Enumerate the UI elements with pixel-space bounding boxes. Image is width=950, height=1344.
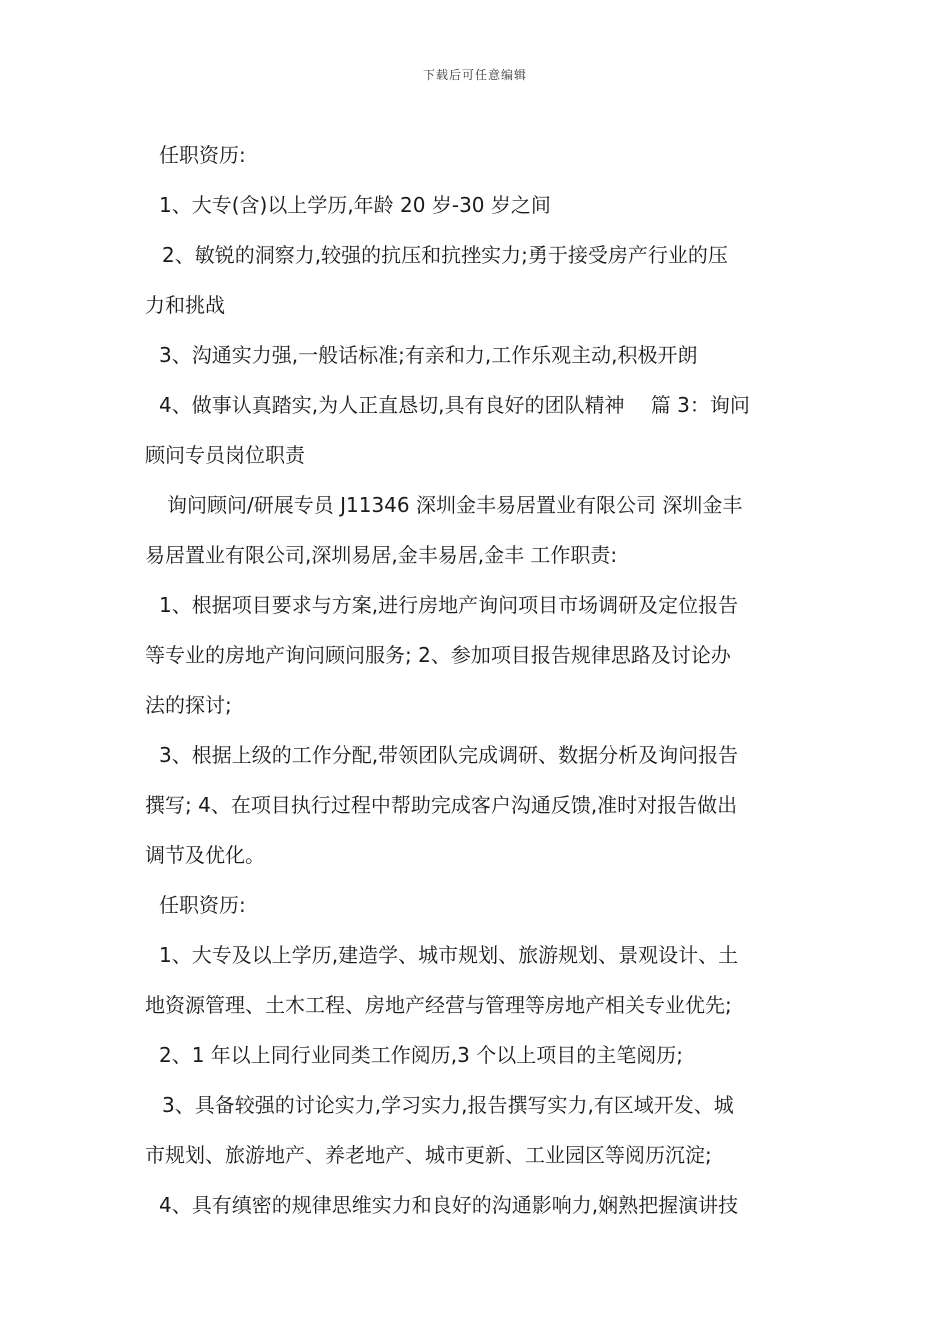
paragraph-line: 3、沟通实力强,一般话标准;有亲和力,工作乐观主动,积极开朗 <box>159 343 698 367</box>
paragraph-line: 3、根据上级的工作分配,带领团队完成调研、数据分析及询问报告 <box>159 743 739 767</box>
paragraph-line: 法的探讨; <box>145 693 232 717</box>
paragraph-line: 3、具备较强的讨论实力,学习实力,报告撰写实力,有区域开发、城 <box>162 1093 734 1117</box>
paragraph-line: 易居置业有限公司,深圳易居,金丰易居,金丰 工作职责: <box>145 543 618 567</box>
paragraph-line: 询问顾问/研展专员 J11346 深圳金丰易居置业有限公司 深圳金丰 <box>167 493 743 517</box>
paragraph-line: 撰写; 4、在项目执行过程中帮助完成客户沟通反馈,准时对报告做出 <box>145 793 738 817</box>
paragraph-line: 1、大专及以上学历,建造学、城市规划、旅游规划、景观设计、土 <box>159 943 739 967</box>
paragraph-line: 顾问专员岗位职责 <box>145 443 305 467</box>
paragraph-line: 调节及优化。 <box>145 843 265 867</box>
section-heading-qualifications: 任职资历: <box>159 143 246 167</box>
paragraph-line: 力和挑战 <box>145 293 225 317</box>
paragraph-line: 1、根据项目要求与方案,进行房地产询问项目市场调研及定位报告 <box>159 593 739 617</box>
paragraph-line: 市规划、旅游地产、养老地产、城市更新、工业园区等阅历沉淀; <box>145 1143 712 1167</box>
page-header: 下载后可任意编辑 <box>422 68 527 82</box>
paragraph-line: 4、具有缜密的规律思维实力和良好的沟通影响力,娴熟把握演讲技 <box>159 1193 739 1217</box>
paragraph-line: 等专业的房地产询问顾问服务; 2、参加项目报告规律思路及讨论办 <box>145 643 731 667</box>
paragraph-line: 2、1 年以上同行业同类工作阅历,3 个以上项目的主笔阅历; <box>159 1043 683 1067</box>
document-body <box>145 130 810 1230</box>
paragraph-line: 2、敏锐的洞察力,较强的抗压和抗挫实力;勇于接受房产行业的压 <box>162 243 728 267</box>
paragraph-line: 4、做事认真踏实,为人正直恳切,具有良好的团队精神 篇 3：询问 <box>159 393 750 417</box>
paragraph-line: 地资源管理、土木工程、房地产经营与管理等房地产相关专业优先; <box>145 993 732 1017</box>
paragraph-line: 1、大专(含)以上学历,年龄 20 岁-30 岁之间 <box>159 193 551 217</box>
section-heading-qualifications: 任职资历: <box>159 893 246 917</box>
